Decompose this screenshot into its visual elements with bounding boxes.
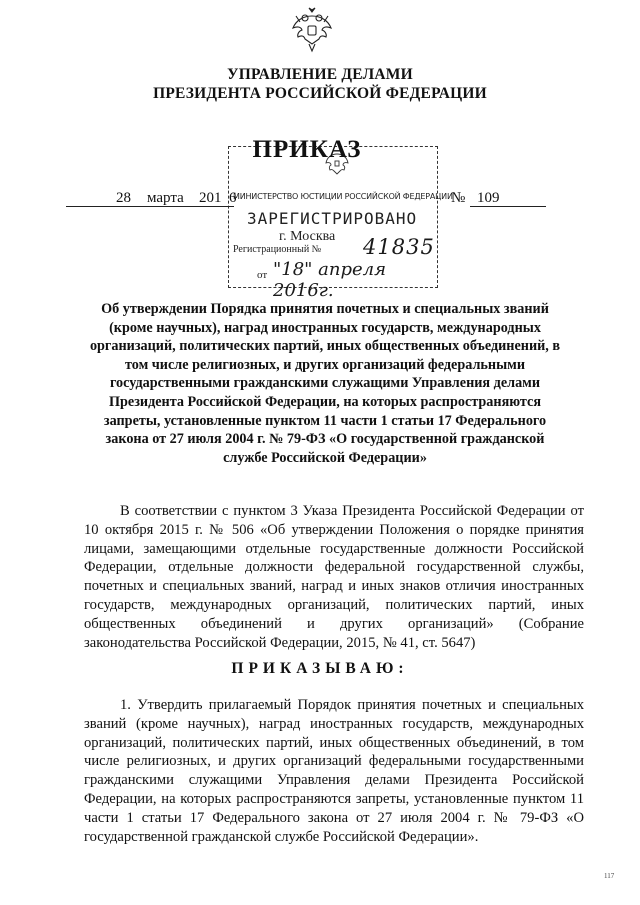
order-month: марта xyxy=(147,190,184,206)
stamp-ministry-text: МИНИСТЕРСТВО ЮСТИЦИИ РОССИЙСКОЙ ФЕДЕРАЦИИ xyxy=(233,192,453,201)
page-number: 117 xyxy=(604,872,615,880)
order-year-suffix: 6 xyxy=(229,190,237,206)
preamble-paragraph: В соответствии с пунктом 3 Указа Президента Российской Федерации от 10 октября 2015 г. № 506 «Об утверждении Положения о порядке принятия лицами, замещающими отдельные государственные должности Российской Федерации, отдельные должности федеральной государственной службы, почетных и специальных званий, наград и иных знаков отличия иностранных государств, международных организаций, политических партий, иных общественных объединений и других организаций» (Собрание законодательства Российской Федерации, 2015, № 41, ст. 5647) xyxy=(84,503,584,651)
state-emblem-icon xyxy=(290,6,334,54)
stamp-date-label: от xyxy=(257,269,268,281)
organization-name-line2: ПРЕЗИДЕНТА РОССИЙСКОЙ ФЕДЕРАЦИИ xyxy=(153,85,487,102)
registration-stamp xyxy=(228,146,453,301)
stamp-registration-number: 41835 xyxy=(363,235,435,259)
order-year-prefix: 201 xyxy=(199,190,222,206)
order-title: Об утверждении Порядка принятия почетных и специальных званий (кроме научных), наград иностранных государств, международных организаций, политических партий, иных общественных объединений, в том числе религиозных, и других организаций федеральными государственными гражданскими служащими Управления делами Президента Российской Федерации, на которых распространяются запреты, установленные пунктом 11 части 1 статьи 17 Федерального закона от 27 июля 2004 г. № 79-ФЗ «О государственной гражданской службе Российской Федерации» xyxy=(89,301,561,466)
number-underline xyxy=(470,206,546,207)
stamp-city: г. Москва xyxy=(279,229,336,244)
document-type-heading: ПРИКАЗ xyxy=(252,136,362,163)
order-day: 28 xyxy=(116,190,131,206)
stamp-registration-date: "18" апреля 2016г. xyxy=(273,259,387,301)
order-directive-word: ПРИКАЗЫВАЮ: xyxy=(231,660,409,677)
organization-name-line1: УПРАВЛЕНИЕ ДЕЛАМИ xyxy=(227,66,413,83)
stamp-registration-number-label: Регистрационный № xyxy=(233,244,322,255)
order-number: 109 xyxy=(477,190,500,206)
order-number-label: № xyxy=(451,190,466,206)
date-underline xyxy=(66,206,234,207)
stamp-registered-text: ЗАРЕГИСТРИРОВАНО xyxy=(247,209,418,228)
order-item-1: 1. Утвердить прилагаемый Порядок принятия почетных и специальных званий (кроме научных), наград иностранных государств, международных организаций, политических партий, иных общественных объединений, в том числе религиозных, и других организаций федеральными государственными гражданскими служащими Управления делами Президента Российской Федерации, на которых распространяются запреты, установленные пунктом 11 части 1 статьи 17 Федерального закона от 27 июля 2004 г. № 79-ФЗ «О государственной гражданской службе Российской Федерации». xyxy=(84,697,584,845)
